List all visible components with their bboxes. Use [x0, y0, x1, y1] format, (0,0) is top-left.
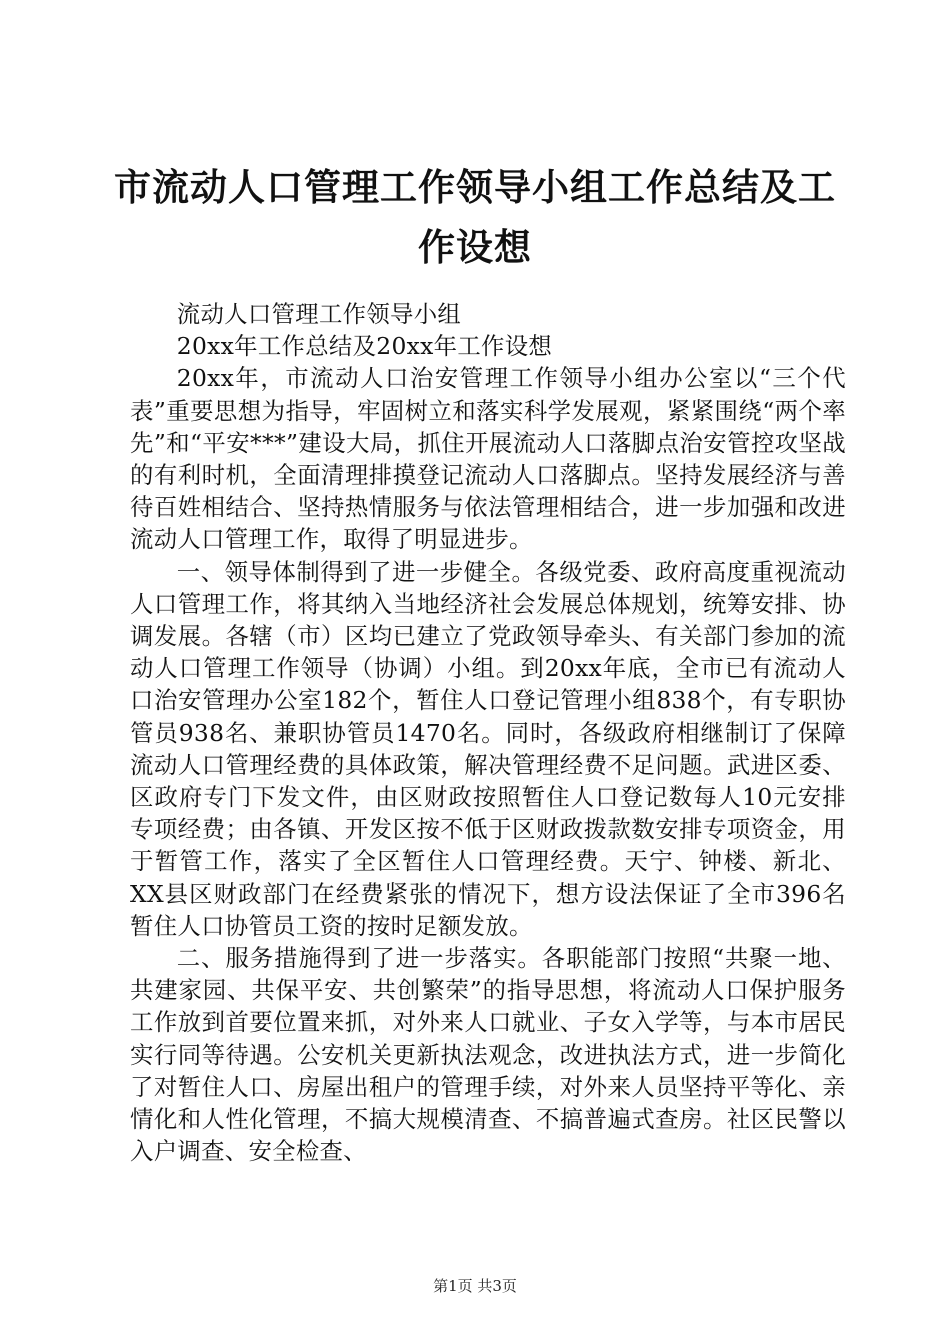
paragraph-section-1: 一、领导体制得到了进一步健全。各级党委、政府高度重视流动人口管理工作，将其纳入当地经济社会发展总体规划，统筹安排、协调发展。各辖（市）区均已建立了党政领导牵头、有关部门参加的流动人口管理工作领导（协调）小组。到20xx年底，全市已有流动人口治安管理办公室182个，暂住人口登记管理小组838个，有专职协管员938名、兼职协管员1470名。同时，各级政府相继制订了保障流动人口管理经费的具体政策，解决管理经费不足问题。武进区委、区政府专门下发文件，由区财政按照暂住人口登记数每人10元安排专项经费；由各镇、开发区按不低于区财政拨款数安排专项资金，用于暂管工作，落实了全区暂住人口管理经费。天宁、钟楼、新北、XX县区财政部门在经费紧张的情况下，想方设法保证了全市396名暂住人口协管员工资的按时足额发放。 — [130, 557, 846, 940]
subtitle-line-1: 流动人口管理工作领导小组 — [176, 300, 462, 328]
paragraph-intro: 20xx年，市流动人口治安管理工作领导小组办公室以“三个代表”重要思想为指导，牢固树立和落实科学发展观，紧紧围绕“两个率先”和“平安***”建设大局，抓住开展流动人口落脚点治安管控攻坚战的有利时机，全面清理排摸登记流动人口落脚点。坚持发展经济与善待百姓相结合、坚持热情服务与依法管理相结合，进一步加强和改进流动人口管理工作，取得了明显进步。 — [130, 364, 846, 554]
paragraph-section-2: 二、服务措施得到了进一步落实。各职能部门按照“共聚一地、共建家园、共保平安、共创繁荣”的指导思想，将流动人口保护服务工作放到首要位置来抓，对外来人口就业、子女入学等，与本市居民实行同等待遇。公安机关更新执法观念，改进执法方式，进一步简化了对暂住人口、房屋出租户的管理手续，对外来人员坚持平等化、亲情化和人性化管理，不搞大规模清查、不搞普遍式查房。社区民警以入户调查、安全检查、 — [130, 944, 846, 1166]
document-title: 市流动人口管理工作领导小组工作总结及工作设想 — [114, 166, 836, 269]
page-footer: 第1页 共3页 — [433, 1277, 517, 1295]
subtitle-line-2: 20xx年工作总结及20xx年工作设想 — [176, 332, 553, 361]
document-body — [130, 298, 846, 1167]
